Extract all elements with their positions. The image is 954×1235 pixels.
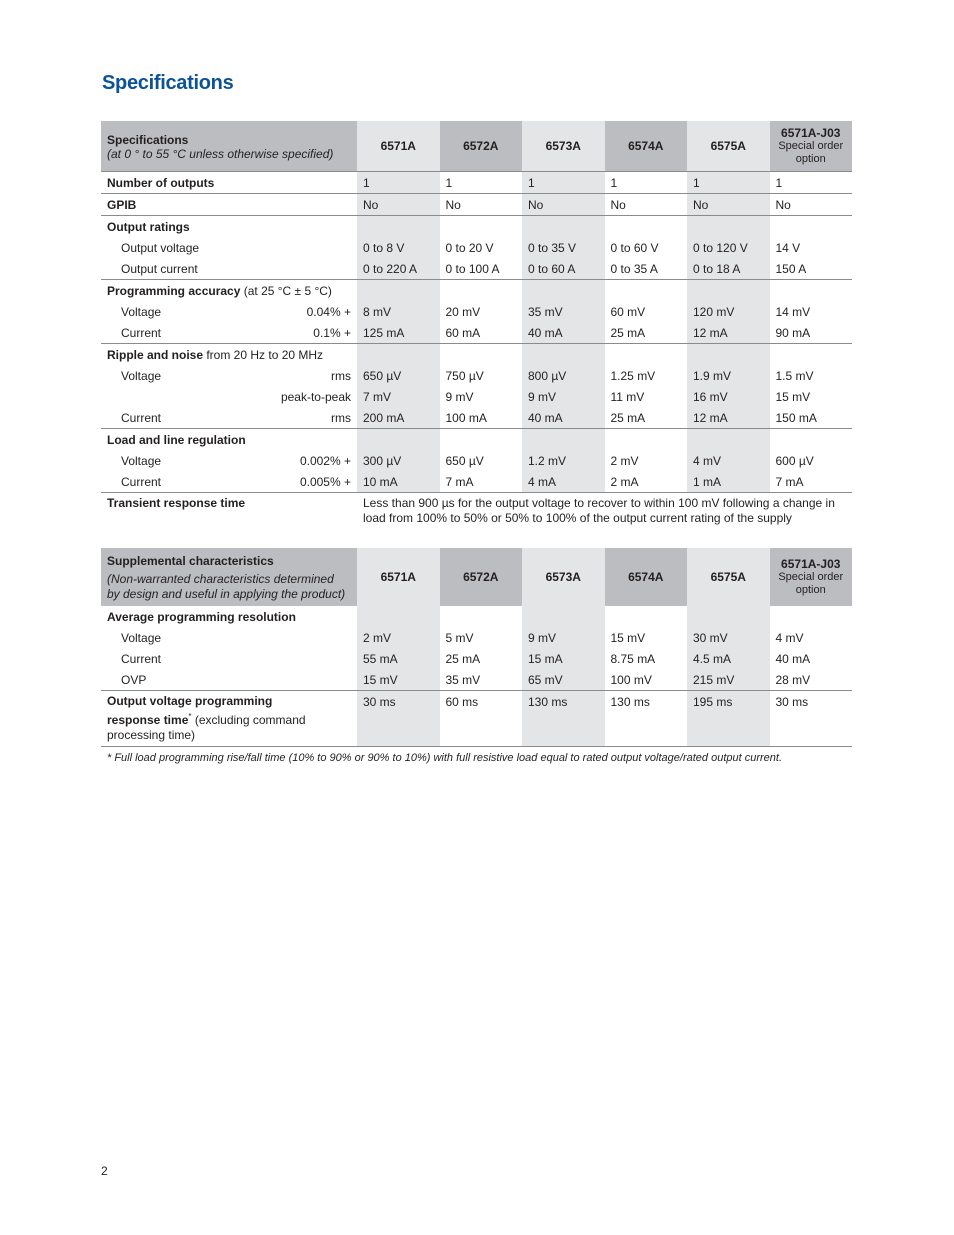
row-label: [101, 450, 357, 471]
supp-row-res-voltage: [101, 627, 852, 648]
option-header: [770, 548, 853, 606]
cell: 25 mA: [605, 322, 688, 344]
spec-row-gpib: [101, 194, 852, 216]
cell: 1.5 mV: [775, 368, 814, 383]
row-label-text: Voltage: [121, 304, 162, 319]
cell: 1: [687, 172, 770, 194]
row-label: [101, 386, 357, 407]
spec-row-output-current: [101, 258, 852, 280]
cell: 28 mV: [770, 669, 853, 691]
cell: 7 mV: [357, 386, 440, 407]
cell: 1: [357, 172, 440, 194]
supp-row-res-ovp: [101, 669, 852, 691]
option-line2: option: [795, 583, 826, 596]
page-title: Specifications: [102, 72, 234, 94]
row-label: [101, 471, 357, 493]
row-label-bold: Ripple and noise: [107, 347, 204, 362]
supp-row-avg-res: [101, 606, 852, 627]
row-qualifier: 0.1% +: [313, 325, 351, 340]
cell: 1: [522, 172, 605, 194]
cell: 40 mA: [522, 407, 605, 429]
cell: No: [440, 194, 523, 216]
spec-row-rn-voltage-rms: [101, 365, 852, 386]
cell: 25 mA: [445, 651, 481, 666]
model-header: 6573A: [522, 121, 605, 172]
row-label: [101, 691, 357, 747]
row-label-line2-suffix: (excluding command: [191, 713, 306, 727]
cell: 100 mV: [605, 669, 688, 691]
spec-row-programming-accuracy: [101, 280, 852, 302]
cell: No: [522, 194, 605, 216]
cell: 0 to 35 V: [522, 237, 605, 258]
supp-header-row: [101, 548, 852, 606]
cell: 16 mV: [687, 386, 770, 407]
supp-row-response-time: [101, 691, 852, 747]
cell: 35 mV: [522, 301, 605, 322]
cell: 30 ms: [357, 691, 440, 747]
cell: 100 mA: [440, 407, 523, 429]
option-name: 6571A-J03: [781, 125, 841, 140]
cell: 600 µV: [775, 453, 814, 468]
row-label: [101, 301, 357, 322]
cell: No: [687, 194, 770, 216]
cell: 14 mV: [775, 304, 811, 319]
supp-header-title: Supplemental characteristics: [107, 554, 274, 568]
cell: 650 µV: [445, 453, 484, 468]
spec-row-regulation: [101, 429, 852, 451]
cell: 9 mV: [522, 627, 605, 648]
row-label-text: Voltage: [121, 453, 162, 468]
cell: 215 mV: [687, 669, 770, 691]
cell: 0 to 60 V: [610, 240, 659, 255]
page-number: 2: [101, 1164, 108, 1178]
cell: 150 A: [770, 258, 853, 280]
row-label: [101, 365, 357, 386]
spec-row-rn-current: [101, 407, 852, 429]
model-header: 6573A: [522, 548, 605, 606]
cell: 2 mV: [357, 627, 440, 648]
cell: 30 mV: [687, 627, 770, 648]
cell: 5 mV: [445, 630, 474, 645]
specs-header-row: [101, 121, 852, 172]
model-header: 6572A: [440, 548, 523, 606]
cell: No: [605, 194, 688, 216]
model-header: 6575A: [687, 548, 770, 606]
spec-row-output-ratings: [101, 216, 852, 238]
spec-row-reg-voltage: [101, 450, 852, 471]
option-line1: Special order: [778, 570, 844, 583]
cell: 0 to 8 V: [357, 237, 440, 258]
cell: 60 ms: [440, 691, 523, 747]
row-label: [101, 344, 357, 366]
option-line1: Special order: [778, 139, 844, 152]
cell: 1: [770, 172, 853, 194]
row-label: OVP: [101, 669, 357, 691]
footnote: * Full load programming rise/fall time (10% to 90% or 90% to 10%) with full resistive load equal to rated output voltage/rated output current.: [107, 752, 783, 764]
cell: 40 mA: [522, 322, 605, 344]
cell: 750 µV: [445, 368, 484, 383]
cell: 0 to 20 V: [445, 240, 494, 255]
supp-header-sub2: by design and useful in applying the product): [107, 587, 346, 601]
cell: 25 mA: [605, 407, 688, 429]
model-header: 6571A: [357, 548, 440, 606]
row-label-suffix: from 20 Hz to 20 MHz: [203, 347, 324, 362]
cell: 1: [605, 172, 688, 194]
cell: 14 V: [775, 240, 801, 255]
model-header: 6574A: [605, 548, 688, 606]
footnote-mark: *: [188, 712, 192, 721]
row-label: GPIB: [101, 194, 357, 216]
row-qualifier: rms: [331, 368, 351, 383]
cell: 130 ms: [522, 691, 605, 747]
row-label-text: Voltage: [121, 368, 162, 383]
cell: 4.5 mA: [687, 648, 770, 669]
model-header: 6575A: [687, 121, 770, 172]
cell: 15 mA: [522, 648, 605, 669]
cell: 15 mV: [610, 630, 646, 645]
row-label: Output voltage: [121, 240, 200, 255]
cell: 12 mA: [687, 407, 770, 429]
specs-header-subtitle: (at 0 ° to 55 °C unless otherwise specified): [107, 147, 334, 161]
row-label: [101, 407, 357, 429]
cell: 7 mA: [440, 471, 523, 493]
cell: 8.75 mA: [610, 651, 656, 666]
cell: 15 mV: [357, 669, 440, 691]
option-name: 6571A-J03: [781, 556, 841, 571]
row-label: Output current: [101, 258, 357, 280]
row-label: Load and line regulation: [107, 432, 246, 447]
cell: 0 to 120 V: [687, 237, 770, 258]
spec-row-transient: [101, 493, 852, 532]
row-label: Output ratings: [107, 219, 190, 234]
specs-header-title: Specifications: [107, 133, 189, 147]
cell: 1.2 mV: [522, 450, 605, 471]
cell: 150 mA: [770, 407, 853, 429]
transient-text: Less than 900 µs for the output voltage to recover to within 100 mV following a change in load from 100% to 50% or 50% to 100% of the output current rating of the supply: [363, 496, 835, 525]
row-label-suffix: (at 25 °C ± 5 °C): [240, 283, 332, 298]
cell: 130 ms: [605, 691, 688, 747]
option-line2: option: [795, 152, 826, 165]
cell: 7 mA: [770, 471, 853, 493]
cell: 1: [440, 172, 523, 194]
spec-row-num-outputs: [101, 172, 852, 194]
supp-row-res-current: [101, 648, 852, 669]
row-label: Voltage: [121, 630, 162, 645]
cell: 1.9 mV: [687, 365, 770, 386]
row-label: Number of outputs: [101, 172, 357, 194]
row-label: [101, 280, 357, 302]
cell: 200 mA: [357, 407, 440, 429]
cell: No: [357, 194, 440, 216]
supp-header-label: [101, 548, 357, 606]
cell: 0 to 220 A: [357, 258, 440, 280]
cell: 1 mA: [687, 471, 770, 493]
cell: 195 ms: [687, 691, 770, 747]
cell: 15 mV: [775, 389, 811, 404]
cell: 90 mA: [770, 322, 853, 344]
cell: 9 mV: [522, 386, 605, 407]
cell: 20 mV: [445, 304, 481, 319]
row-label: Average programming resolution: [107, 609, 296, 624]
row-label-line3: processing time): [107, 728, 196, 742]
cell: 125 mA: [357, 322, 440, 344]
cell: 60 mV: [610, 304, 646, 319]
cell: 2 mA: [605, 471, 688, 493]
model-header: 6571A: [357, 121, 440, 172]
cell: 65 mV: [522, 669, 605, 691]
cell: 35 mV: [440, 669, 523, 691]
supp-header-sub1: (Non-warranted characteristics determined: [107, 572, 334, 586]
cell: 800 µV: [522, 365, 605, 386]
supplemental-table: [101, 548, 852, 747]
row-label-line1: Output voltage programming: [107, 694, 273, 708]
cell: 60 mA: [440, 322, 523, 344]
model-header: 6572A: [440, 121, 523, 172]
row-label-text: Current: [121, 325, 162, 340]
spec-row-pa-voltage: [101, 301, 852, 322]
cell: 40 mA: [775, 651, 811, 666]
row-label: [101, 322, 357, 344]
cell: No: [770, 194, 853, 216]
spec-row-rn-voltage-pp: [101, 386, 852, 407]
cell: 8 mV: [357, 301, 440, 322]
row-qualifier: 0.005% +: [299, 474, 351, 489]
cell: 1.25 mV: [610, 368, 656, 383]
cell: 0 to 18 A: [687, 258, 770, 280]
spec-row-output-voltage: [101, 237, 852, 258]
spec-row-reg-current: [101, 471, 852, 493]
row-qualifier: rms: [331, 410, 351, 425]
spec-row-pa-current: [101, 322, 852, 344]
row-label-text: Current: [121, 410, 162, 425]
cell: 12 mA: [687, 322, 770, 344]
row-qualifier: 0.04% +: [306, 304, 351, 319]
row-label-line2: response time: [107, 713, 189, 727]
cell: 0 to 60 A: [522, 258, 605, 280]
cell: 2 mV: [610, 453, 639, 468]
cell: 4 mA: [522, 471, 605, 493]
spec-row-ripple-noise: [101, 344, 852, 366]
row-qualifier: 0.002% +: [299, 453, 351, 468]
model-header: 6574A: [605, 121, 688, 172]
cell: 30 ms: [770, 691, 853, 747]
cell: 10 mA: [357, 471, 440, 493]
cell: 4 mV: [775, 630, 804, 645]
cell: 55 mA: [357, 648, 440, 669]
cell: 0 to 35 A: [605, 258, 688, 280]
row-label-text: Current: [121, 474, 162, 489]
cell: 9 mV: [445, 389, 474, 404]
cell: 650 µV: [357, 365, 440, 386]
option-header: [770, 121, 853, 172]
row-label: Current: [121, 651, 162, 666]
cell: 0 to 100 A: [440, 258, 523, 280]
row-label: Transient response time: [107, 496, 246, 510]
row-qualifier: peak-to-peak: [280, 389, 351, 404]
cell: 4 mV: [687, 450, 770, 471]
cell: 11 mV: [610, 389, 645, 404]
cell: 120 mV: [687, 301, 770, 322]
specifications-table: [101, 121, 852, 531]
specs-header-label: [101, 121, 357, 172]
row-label-bold: Programming accuracy: [107, 283, 241, 298]
cell: 300 µV: [357, 450, 440, 471]
